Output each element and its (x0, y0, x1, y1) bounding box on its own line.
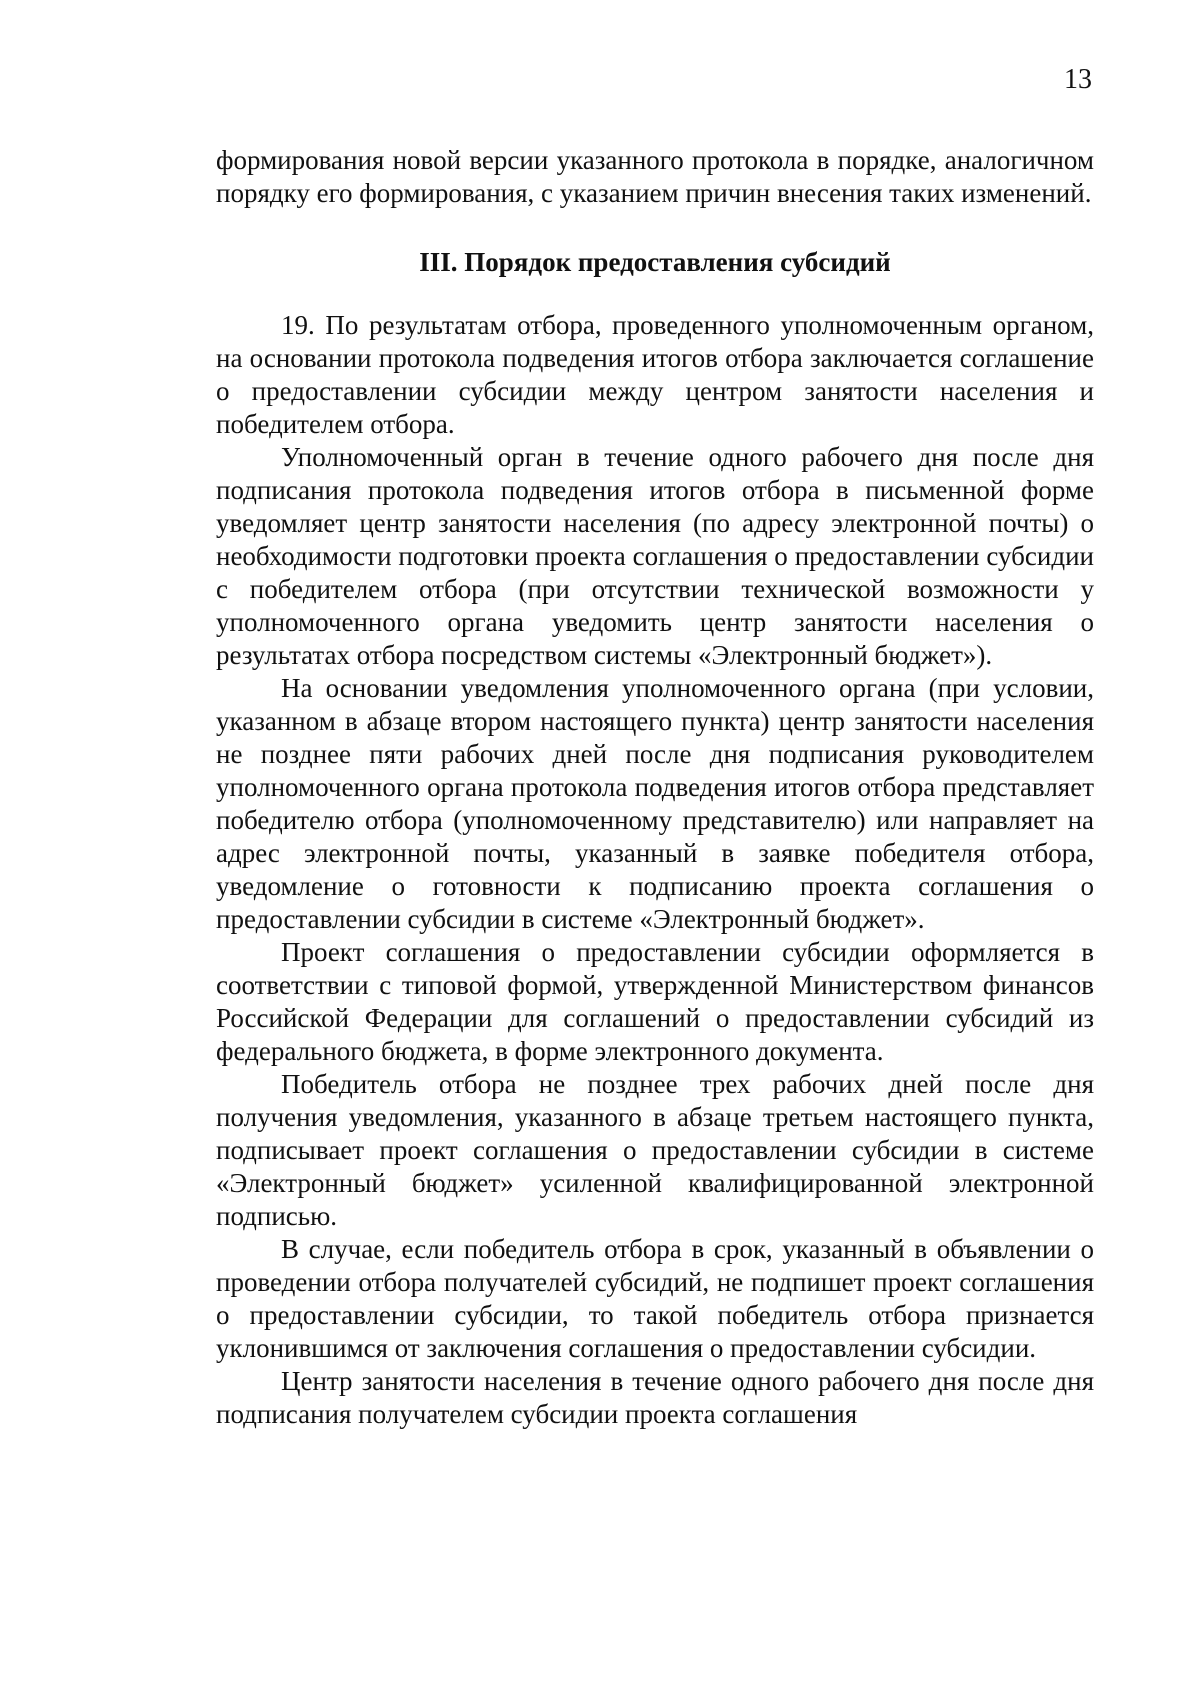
page-number: 13 (1064, 64, 1092, 95)
paragraph-readiness-notice: На основании уведомления уполномоченного органа (при условии, указанном в абзаце втором настоящего пункта) центр занятости населения не позднее пяти рабочих дней после дня подписания руководителем уполномоченного органа протокола подведения итогов отбора представляет победителю отбора (уполномоченному представителю) или направляет на адрес электронной почты, указанный в заявке победителя отбора, уведомление о готовности к подписанию проекта соглашения о предоставлении субсидии в системе «Электронный бюджет». (216, 673, 1094, 934)
paragraph-19: 19. По результатам отбора, проведенного уполномоченным органом, на основании протокола подведения итогов отбора заключается соглашение о предоставлении субсидии между центром занятости населения и победителем отбора. (216, 310, 1094, 439)
continuation-paragraph: формирования новой версии указанного протокола в порядке, аналогичном порядку его формирования, с указанием причин внесения таких изменений. (216, 145, 1094, 208)
paragraph-signing: Победитель отбора не позднее трех рабочих дней после дня получения уведомления, указанного в абзаце третьем настоящего пункта, подписывает проект соглашения о предоставлении субсидии в системе «Электронный бюджет» усиленной квалифицированной электронной подписью. (216, 1069, 1094, 1231)
paragraph-evasion: В случае, если победитель отбора в срок, указанный в объявлении о проведении отбора получателей субсидий, не подпишет проект соглашения о предоставлении субсидии, то такой победитель отбора признается уклонившимся от заключения соглашения о предоставлении субсидии. (216, 1234, 1094, 1363)
paragraph-agreement-form: Проект соглашения о предоставлении субсидии оформляется в соответствии с типовой формой, утвержденной Министерством финансов Российской Федерации для соглашений о предоставлении субсидий из федерального бюджета, в форме электронного документа. (216, 937, 1094, 1066)
paragraph-employment-center: Центр занятости населения в течение одного рабочего дня после дня подписания получателем субсидии проекта соглашения (216, 1366, 1094, 1429)
section-heading: III. Порядок предоставления субсидий (419, 247, 891, 277)
document-body (216, 144, 1094, 1431)
paragraph-notification: Уполномоченный орган в течение одного рабочего дня после дня подписания протокола подведения итогов отбора в письменной форме уведомляет центр занятости населения (по адресу электронной почты) о необходимости подготовки проекта соглашения о предоставлении субсидии с победителем отбора (при отсутствии технической возможности у уполномоченного органа уведомить центр занятости населения о результатах отбора посредством системы «Электронный бюджет»). (216, 442, 1094, 670)
